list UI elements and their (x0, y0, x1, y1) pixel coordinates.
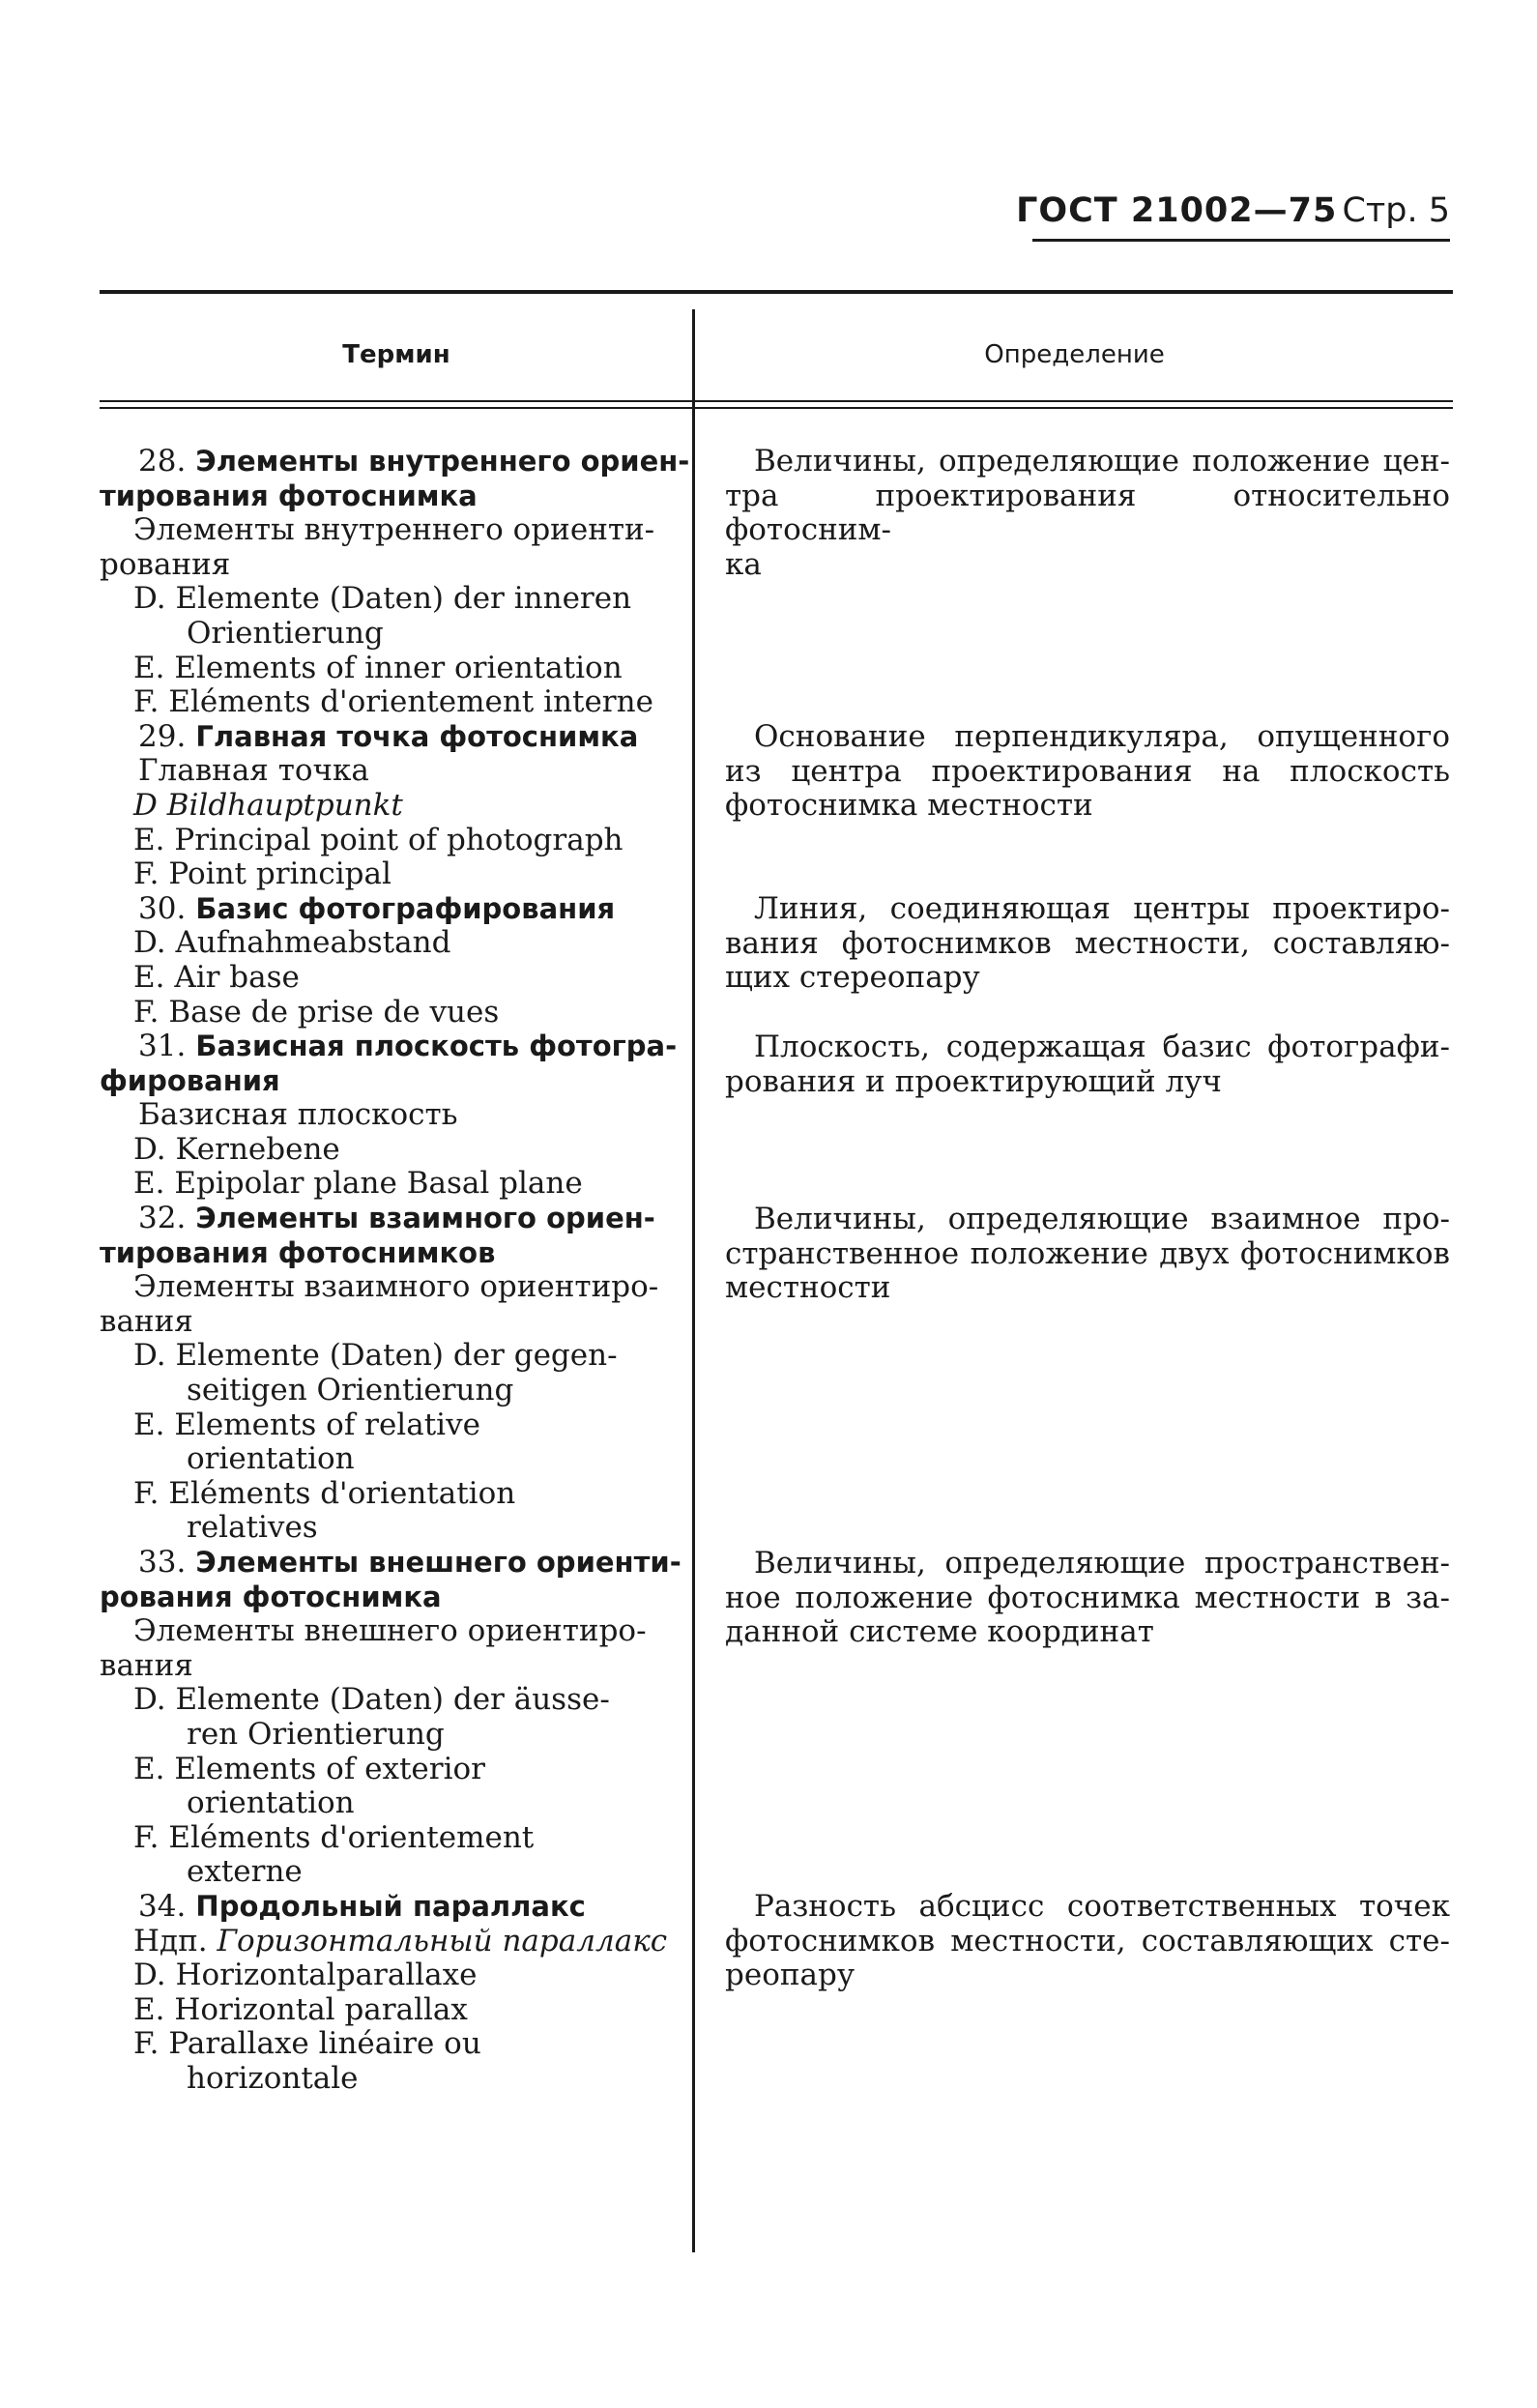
term-29-de: D Bildhauptpunkt (133, 787, 403, 823)
term-31-en: E. Epipolar plane Basal plane (133, 1166, 583, 1202)
definition-31 (725, 1030, 1450, 1099)
term-30-title: 30. Базис фотографирования (138, 890, 616, 926)
term-28-synonym-cont: рования (100, 546, 231, 582)
term-34-fr-cont: horizontale (187, 2060, 359, 2096)
term-33-fr-cont: externe (187, 1854, 303, 1890)
definition-32 (725, 1203, 1450, 1306)
term-28-fr: F. Eléments d'orientement interne (133, 684, 653, 720)
term-column (100, 444, 690, 2097)
term-34-deprecated: Ндп. Горизонтальный параллакс (133, 1923, 668, 1958)
term-32-synonym: Элементы взаимного ориентиро- (133, 1269, 659, 1305)
term-31-title: 31. Базисная плоскость фотогра- (138, 1029, 678, 1064)
term-29-fr: F. Point principal (133, 856, 392, 892)
definition-line: рования и проектирующий луч (725, 1063, 1222, 1099)
definition-34 (725, 1890, 1450, 1993)
term-33-de: D. Elemente (Daten) der äusse- (133, 1682, 610, 1718)
term-29-title: 29. Главная точка фотоснимка (138, 718, 639, 754)
definition-33 (725, 1547, 1450, 1650)
term-32-synonym-cont: вания (100, 1303, 193, 1339)
term-28-de: D. Elemente (Daten) der inneren (133, 581, 632, 617)
column-header-definition: Определение (984, 340, 1165, 369)
term-32-de: D. Elemente (Daten) der gegen- (133, 1338, 618, 1374)
definition-line: ное положение фотоснимка местности в за- (725, 1580, 1450, 1615)
term-28-title: 28. Элементы внутреннего ориен- (138, 444, 690, 479)
column-header-term: Термин (342, 340, 450, 369)
definition-line: данной системе координат (725, 1614, 1154, 1650)
header-double-rule-bottom (100, 407, 1453, 409)
term-32-title-cont: тирования фотоснимков (100, 1235, 496, 1269)
term-33-de-cont: ren Orientierung (187, 1716, 445, 1752)
definition-line: реопару (725, 1958, 856, 1993)
definition-line: Основание перпендикуляра, опущенного (754, 719, 1450, 754)
term-30-de: D. Aufnahmeabstand (133, 925, 451, 961)
definition-line: вания фотоснимков местности, составляю- (725, 925, 1450, 961)
term-32-de-cont: seitigen Orientierung (187, 1373, 514, 1408)
definition-line: странственное положение двух фотоснимков (725, 1235, 1450, 1271)
term-28-title-cont: тирования фотоснимка (100, 479, 478, 512)
column-separator (692, 309, 695, 2252)
term-33-synonym-cont: вания (100, 1647, 193, 1683)
term-32-fr-cont: relatives (187, 1510, 318, 1546)
table-top-rule (100, 290, 1453, 294)
term-31-title-cont: фирования (100, 1063, 280, 1097)
term-33-title: 33. Элементы внешнего ориенти- (138, 1545, 682, 1580)
page-number: Стр. 5 (1342, 191, 1450, 230)
term-28-de-cont: Orientierung (187, 615, 384, 651)
term-32-title: 32. Элементы взаимного ориен- (138, 1201, 655, 1236)
term-33-en: E. Elements of exterior (133, 1751, 485, 1786)
term-28-synonym: Элементы внутреннего ориенти- (133, 512, 655, 548)
term-31-de: D. Kernebene (133, 1131, 340, 1167)
definition-line: Разность абсцисс соответственных точек (754, 1889, 1450, 1924)
term-34-en: E. Horizontal parallax (133, 1991, 468, 2027)
term-32-fr: F. Eléments d'orientation (133, 1475, 516, 1511)
definition-line: Линия, соединяющая центры проектиро- (754, 891, 1450, 926)
term-30-fr: F. Base de prise de vues (133, 994, 500, 1030)
term-28-en: E. Elements of inner orientation (133, 650, 623, 685)
definition-line: ка (725, 546, 762, 582)
term-30-en: E. Air base (133, 959, 300, 995)
term-29-synonym: Главная точка (138, 753, 369, 789)
definition-line: Величины, определяющие пространствен- (754, 1546, 1450, 1581)
definition-29 (725, 720, 1450, 824)
term-32-en-cont: orientation (187, 1441, 355, 1477)
page-header (1016, 191, 1450, 230)
definition-line: фотоснимка местности (725, 788, 1093, 824)
definition-line: щих стереопару (725, 960, 980, 996)
term-34-de: D. Horizontalparallaxe (133, 1958, 478, 1993)
definition-line: местности (725, 1270, 891, 1306)
document-number: ГОСТ 21002—75 (1016, 191, 1338, 230)
term-34-fr: F. Parallaxe linéaire ou (133, 2026, 481, 2062)
header-rule (1032, 239, 1450, 242)
definition-line: фотоснимков местности, составляющих сте- (725, 1923, 1450, 1958)
definition-line: Величины, определяющие взаимное про- (754, 1202, 1450, 1236)
definition-30 (725, 892, 1450, 996)
term-31-synonym: Базисная плоскость (138, 1097, 458, 1133)
definition-28 (725, 445, 1450, 582)
definition-line: тра проектирования относительно фотосним- (725, 478, 1450, 548)
term-32-en: E. Elements of relative (133, 1407, 480, 1442)
term-33-title-cont: рования фотоснимка (100, 1580, 442, 1613)
definition-line: Плоскость, содержащая базис фотографи- (754, 1030, 1450, 1064)
header-double-rule-top (100, 400, 1453, 402)
term-33-en-cont: orientation (187, 1785, 355, 1821)
term-34-title: 34. Продольный параллакс (138, 1888, 586, 1924)
definition-line: из центра проектирования на плоскость (725, 753, 1450, 789)
term-29-en: E. Principal point of photograph (133, 822, 624, 857)
definition-line: Величины, определяющие положение цен- (754, 444, 1450, 479)
term-33-fr: F. Eléments d'orientement (133, 1819, 535, 1855)
term-33-synonym: Элементы внешнего ориентиро- (133, 1613, 647, 1649)
